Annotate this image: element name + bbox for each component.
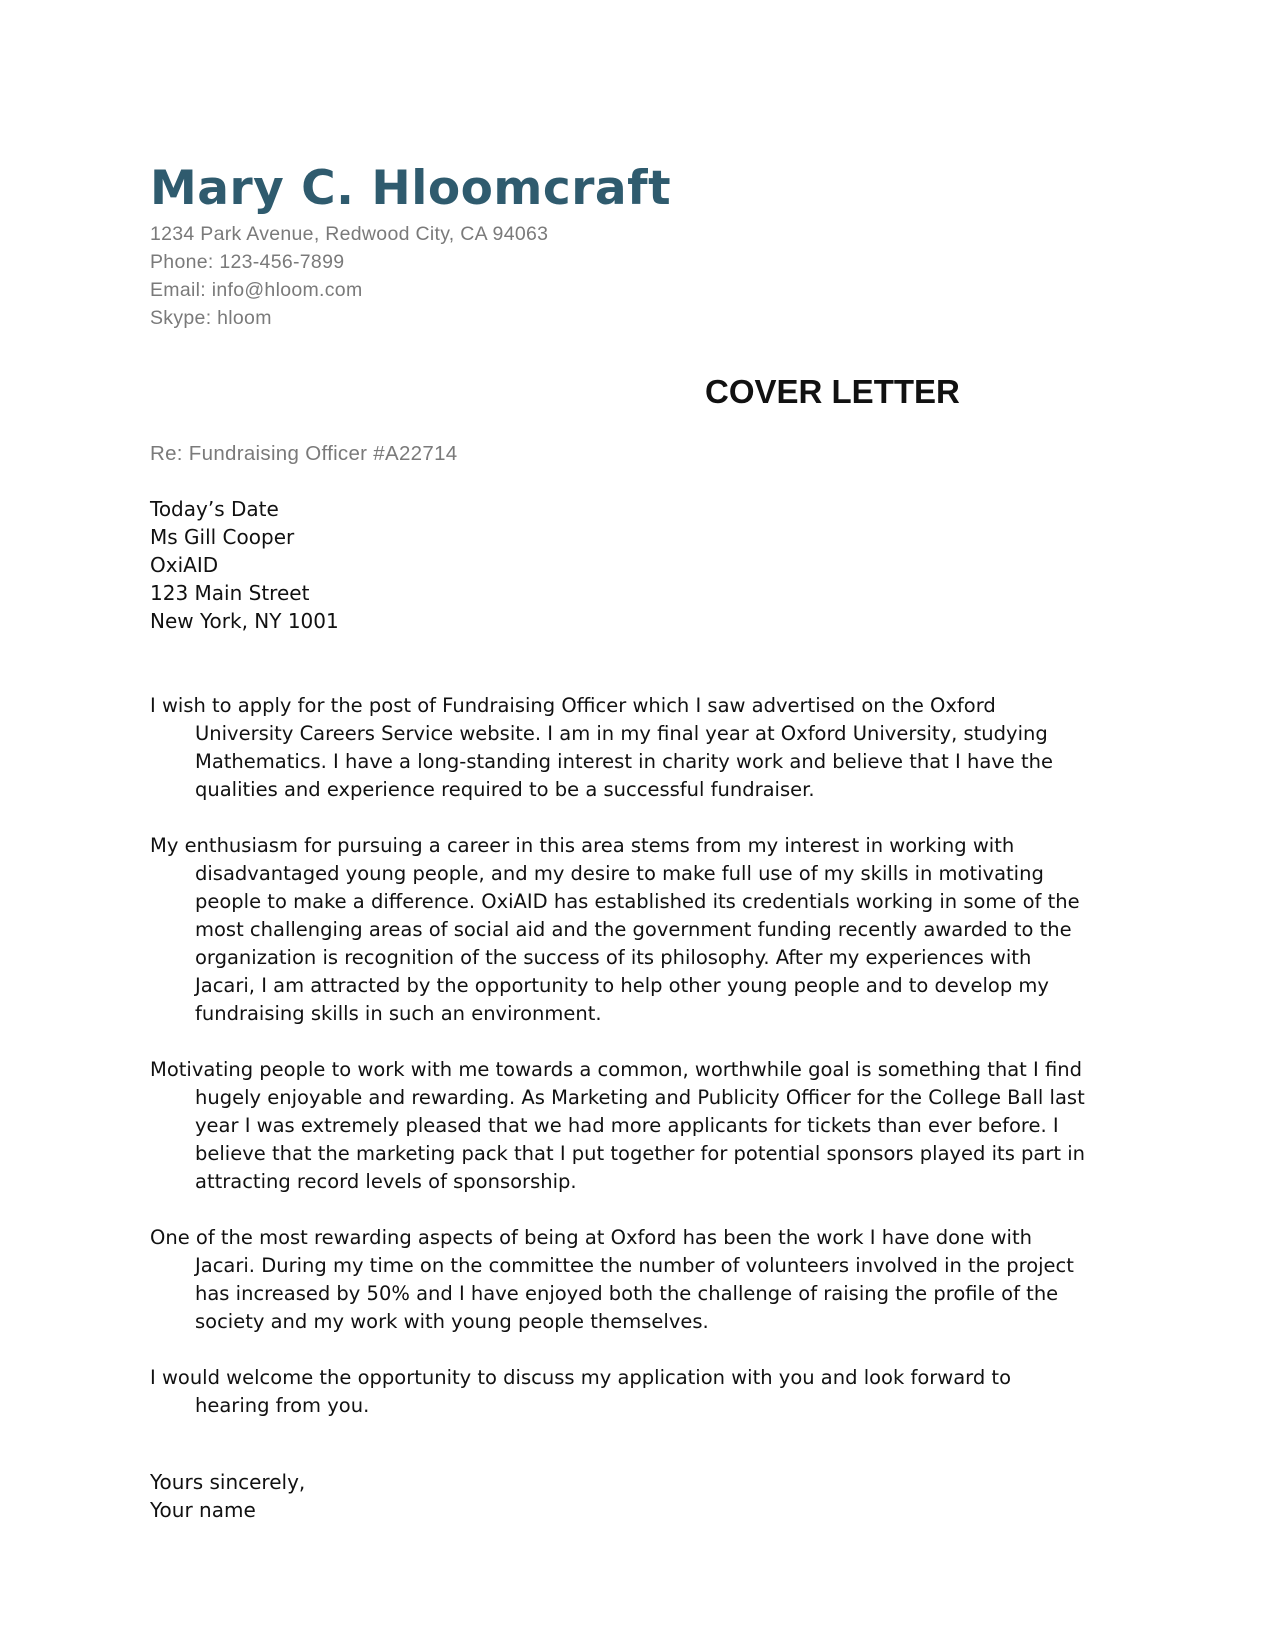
skype-line: Skype: hloom [150,307,272,329]
applicant-name: Mary C. Hloomcraft [150,161,672,216]
letter-body [150,692,1090,1448]
recipient-name: Ms Gill Cooper [150,525,295,549]
body-paragraph: I wish to apply for the post of Fundraising Officer which I saw advertised on the Oxford University Careers Service website. I am in my final year at Oxford University, studying Mathematics. I have a long-standing interest in charity work and believe that I have the qualities and experience required to be a successful fundraiser. [150,694,1054,801]
closing-block [150,1468,305,1524]
recipient-organization: OxiAID [150,553,219,577]
date-line: Today’s Date [150,497,279,521]
signature-name: Your name [150,1498,256,1522]
reference-line: Re: Fundraising Officer #A22714 [150,442,458,465]
body-paragraph: One of the most rewarding aspects of being at Oxford has been the work I have done with Jacari. During my time on the committee the number of volunteers involved in the project has increased by 50% and I have enjoyed both the challenge of raising the profile of the society and my work with young people themselves. [150,1226,1074,1333]
contact-block [150,220,1100,332]
cover-letter-page [150,160,1100,1522]
body-paragraph: Motivating people to work with me towards a common, worthwhile goal is something that I find hugely enjoyable and rewarding. As Marketing and Publicity Officer for the College Ball last year I was extremely pleased that we had more applicants for tickets than ever before. I believe that the marketing pack that I put together for potential sponsors played its part in attracting record levels of sponsorship. [150,1058,1086,1193]
phone-line: Phone: 123-456-7899 [150,251,345,273]
recipient-block [150,495,339,635]
document-title: COVER LETTER [705,373,960,410]
body-paragraph: My enthusiasm for pursuing a career in this area stems from my interest in working with disadvantaged young people, and my desire to make full use of my skills in motivating people to make a difference. OxiAID has established its credentials working in some of the most challenging areas of social aid and the government funding recently awarded to the organization is recognition of the success of its philosophy. After my experiences with Jacari, I am attracted by the opportunity to help other young people and to develop my fundraising skills in such an environment. [150,834,1080,1025]
recipient-street: 123 Main Street [150,581,310,605]
address-line: 1234 Park Avenue, Redwood City, CA 94063 [150,223,549,245]
email-line: Email: info@hloom.com [150,279,363,301]
recipient-city: New York, NY 1001 [150,609,339,633]
body-paragraph: I would welcome the opportunity to discuss my application with you and look forward to hearing from you. [150,1366,1011,1417]
closing-salutation: Yours sincerely, [150,1470,306,1494]
